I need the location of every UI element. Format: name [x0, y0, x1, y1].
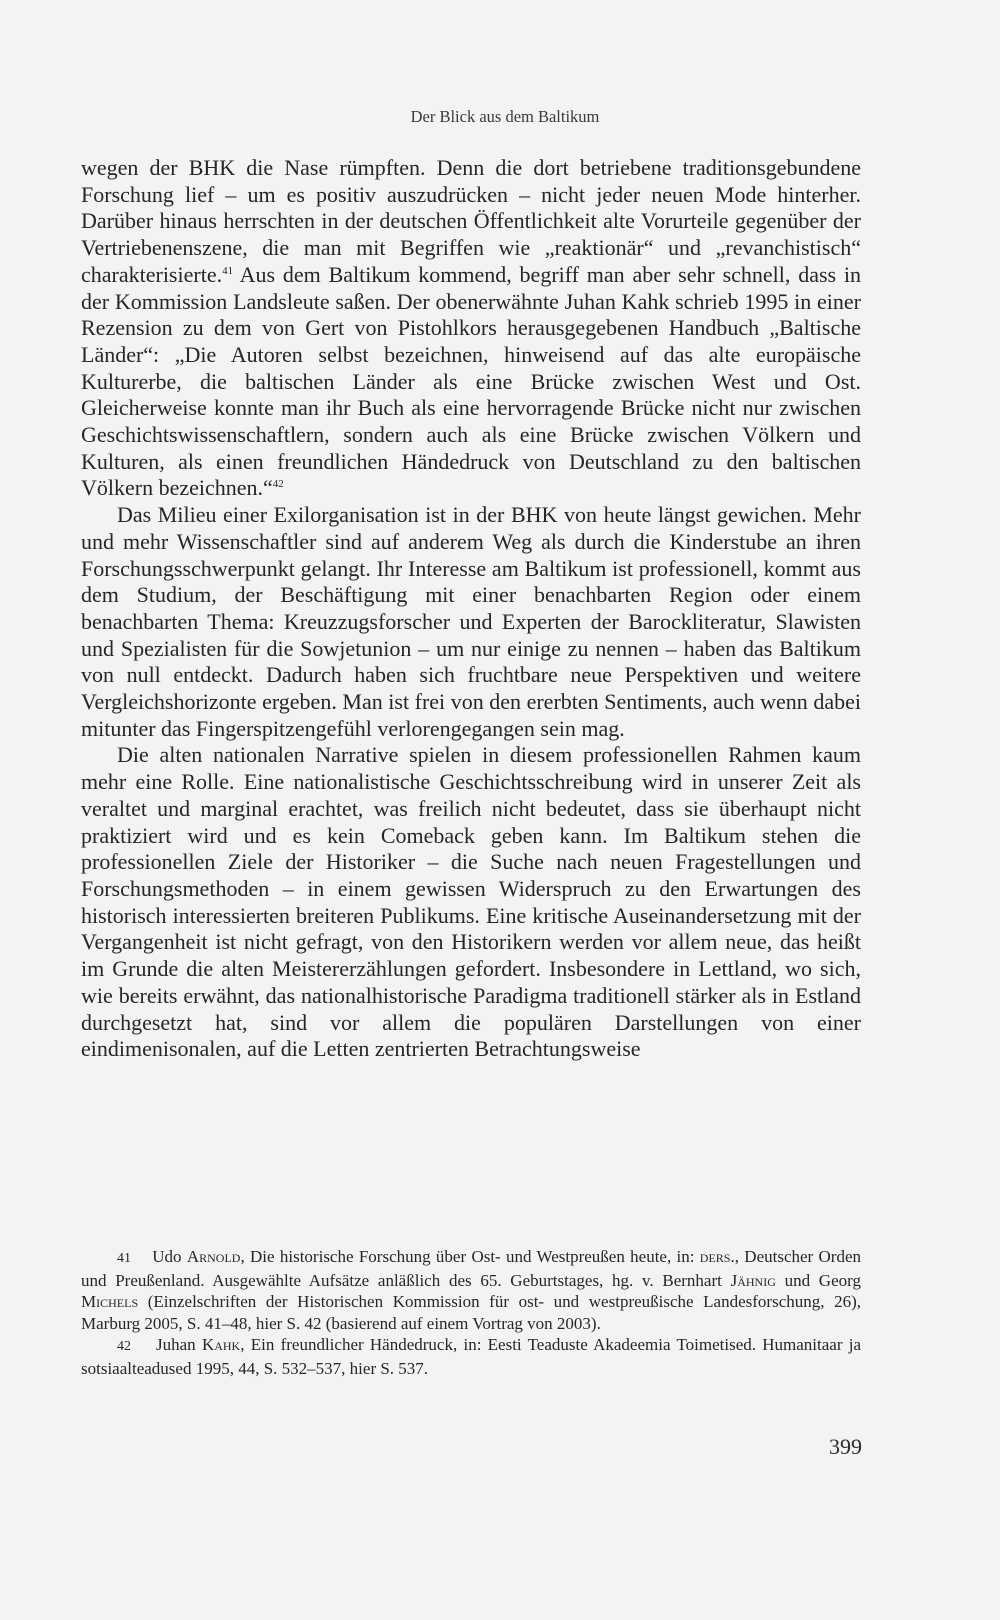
footnote — [81, 1334, 861, 1379]
author-name: ders. — [699, 1247, 735, 1266]
author-name: Kahk — [201, 1335, 241, 1354]
footnote-text: und Georg — [775, 1270, 861, 1290]
footnote-text: , Deutscher Orden und Preußenland. Ausgewählte Aufsätze anläßlich des 65. Geburtstages, hg. v. Bernhart — [81, 1247, 862, 1290]
footnote-reference: 41 — [222, 264, 234, 277]
author-name: Michels — [81, 1292, 139, 1311]
footnote-text: , Die historische Forschung über Ost- und Westpreußen heute, in: — [240, 1247, 700, 1266]
paragraph: Das Milieu einer Exilorganisation ist in der BHK von heute längst gewichen. Mehr und mehr Wissenschaftler sind auf anderem Weg als durch die Kinderstube an ihren Forschungsschwerpunkt gelangt. Ihr Interesse am Baltikum ist professionell, kommt aus dem Studium, der Beschäftigung mit einer benachbarten Region oder einem benachbarten Thema: Kreuzzugsforscher und Experten der Barockliteratur, Slawisten und Spezialisten für die Sowjetunion – um nur einige zu nennen – haben das Baltikum von null entdeckt. Dadurch haben sich fruchtbare neue Perspektiven und weitere Vergleichshorizonte ergeben. Man ist frei von den ererbten Sentiments, auch wenn dabei mitunter das Fingerspitzengefühl verlorengegangen sein mag. — [81, 502, 861, 741]
page-number: 399 — [829, 1434, 862, 1459]
main-text — [81, 155, 861, 1063]
paragraph — [81, 155, 861, 502]
paragraph-text: wegen der BHK die Nase rümpften. Denn die dort betriebene traditionsgebundene Forschung lief – um es positiv auszudrücken – nicht jeder neuen Mode hinterher. Darüber hinaus herrschten in der deutschen Öffentlichkeit alte Vorurteile gegenüber der Vertriebenenszene, die man mit Begriffen wie „reaktionär“ und „revanchistisch“ charakterisierte. — [81, 155, 861, 287]
footnote-reference: 42 — [272, 478, 284, 491]
footnote-text: (Einzelschriften der Historischen Kommission für ost- und westpreußische Landesforschung, 26), Marburg 2005, S. 41–48, hier S. 42 (basierend auf einem Vortrag von 2003). — [81, 1292, 861, 1333]
footnote-text: Udo — [152, 1247, 187, 1266]
paragraph-text: Aus dem Baltikum kommend, begriff man aber sehr schnell, dass in der Kommission Landsleute saßen. Der obenerwähnte Juhan Kahk schrieb 1995 in einer Rezension zu dem von Gert von Pistohlkors herausgegebenen Handbuch „Baltische Länder“: „Die Autoren selbst bezeichnen, hinweisend auf das alte europäische Kulturerbe, die baltischen Länder als eine Brücke zwischen West und Ost. Gleicherweise konnte man ihr Buch als eine hervorragende Brücke nicht nur zwischen Geschichtswissenschaftlern, sondern auch als eine Brücke zwischen Völkern und Kulturen, als einen freundlichen Händedruck von Deutschland zu den baltischen Völkern bezeichnen.“ — [81, 261, 861, 501]
author-name: Arnold — [186, 1247, 241, 1266]
footnote — [81, 1246, 861, 1334]
running-head: Der Blick aus dem Baltikum — [410, 107, 600, 126]
footnote-text: , Ein freundlicher Händedruck, in: Eesti Teaduste Akadeemia Toimetised. Humanitaar ja sotsiaalteadused 1995, 44, S. 532–537, hier S. 537. — [81, 1335, 861, 1378]
paragraph: Die alten nationalen Narrative spielen in diesem professionellen Rahmen kaum mehr eine Rolle. Eine nationalistische Geschichtsschreibung wird in unserer Zeit als veraltet und marginal erachtet, was freilich nicht bedeutet, dass sie überhaupt nicht praktiziert wird und es kein Comeback geben kann. Im Baltikum stehen die professionellen Ziele der Historiker – die Suche nach neuen Fragestellungen und Forschungsmethoden – in einem gewissen Widerspruch zu den Erwartungen des historisch interessierten breiteren Publikums. Eine kritische Auseinandersetzung mit der Vergangenheit ist nicht gefragt, von den Historikern werden vor allem neue, das heißt im Grunde die alten Meistererzählungen gefordert. Insbesondere in Lettland, wo sich, wie bereits erwähnt, das nationalhistorische Paradigma traditionell stärker als in Estland durchgesetzt hat, sind vor allem die populären Darstellungen von einer eindimenisonalen, auf die Letten zentrierten Betrachtungsweise — [81, 742, 861, 1062]
footnote-number: 42 — [117, 1339, 131, 1354]
footnote-number: 41 — [117, 1251, 131, 1266]
footnotes — [81, 1246, 861, 1379]
footnote-text: Juhan — [156, 1335, 202, 1354]
author-name: Jähnig — [730, 1270, 776, 1290]
